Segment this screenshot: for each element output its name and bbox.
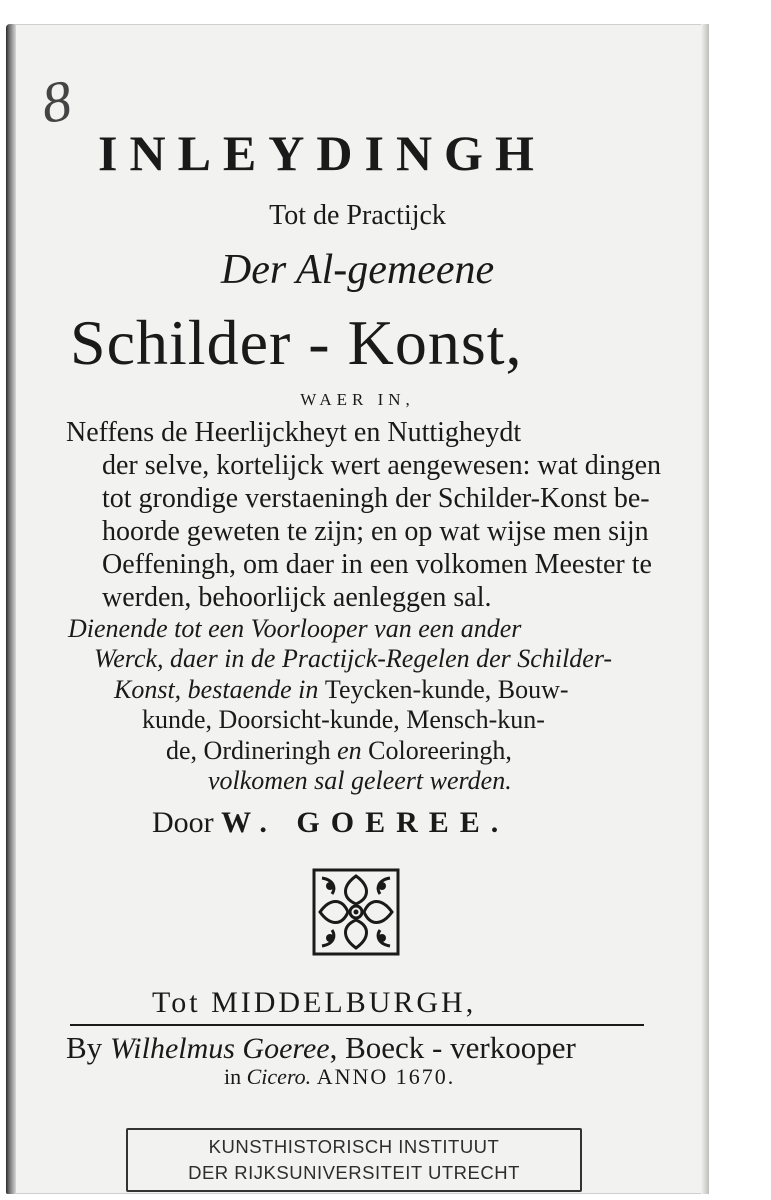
author-name: W. GOEREE. [221, 806, 510, 839]
description-line: tot grondige verstaeningh der Schilder-Konst be- [102, 483, 650, 515]
imprint-line [66, 1030, 576, 1066]
subtitle-line [68, 675, 668, 705]
stamp-line-2: DER RIJKSUNIVERSITEIT UTRECHT [188, 1162, 520, 1183]
author-prefix: Door [152, 806, 214, 839]
title-line-3: Der Al-gemeene [220, 247, 495, 293]
place-of-publication: Tot MIDDELBURGH, [152, 986, 477, 1019]
subtitle-line-italic: Konst, bestaende in [114, 674, 319, 704]
subtitle-line: Dienende tot een Voorlooper van een ander [68, 614, 522, 643]
handwritten-mark: 8 [37, 67, 76, 136]
title-line-2: Tot de Practijck [269, 200, 446, 231]
stamp-line-1: KUNSTHISTORISCH INSTITUUT [208, 1136, 500, 1157]
address-street: Cicero. [246, 1064, 312, 1089]
publisher-name: Wilhelmus Goeree [109, 1032, 330, 1065]
title-line-4: Schilder - Konst, [70, 307, 523, 378]
subtitle-line: volkomen sal geleert werden. [208, 766, 512, 796]
subtitle-line-roman: Teycken-kunde, Bouw- [324, 674, 569, 704]
title-line-1: INLEYDINGH [98, 125, 546, 181]
subtitle-line [68, 736, 668, 766]
printers-fleuron-icon [312, 868, 400, 956]
subtitle-line: Werck, daer in de Practijck-Regelen der Schilder- [94, 644, 613, 674]
subtitle-line-italic: en [337, 735, 362, 765]
title-page [6, 24, 709, 1194]
description-line: Oeffeningh, om daer in een volkomen Meester te [102, 549, 652, 581]
publisher-role: , Boeck - verkooper [329, 1030, 576, 1065]
subtitle-line: kunde, Doorsicht-kunde, Mensch-kun- [142, 705, 545, 735]
description-line: werden, behoorlijck aenleggen sal. [102, 582, 492, 614]
publication-year: ANNO 1670. [316, 1064, 456, 1089]
imprint-by: By [66, 1030, 103, 1065]
description-line: der selve, kortelijck wert aengewesen: wat dingen [102, 450, 662, 482]
address-prefix: in [224, 1064, 242, 1089]
description-line: Neffens de Heerlijckheyt en Nuttigheydt [66, 417, 522, 448]
description-line: hoorde geweten te zijn; en op wat wijse men sijn [102, 516, 649, 548]
subtitle-line-roman: de, Ordineringh [166, 735, 331, 765]
library-stamp [126, 1128, 582, 1192]
subtitle-paragraph [68, 614, 668, 796]
waer-in-heading: WAER IN, [300, 390, 415, 409]
author-line [152, 806, 509, 840]
imprint-rule [70, 1024, 644, 1026]
address-line [224, 1064, 455, 1090]
subtitle-line-roman: Coloreeringh, [368, 735, 512, 765]
description-paragraph [66, 416, 666, 614]
